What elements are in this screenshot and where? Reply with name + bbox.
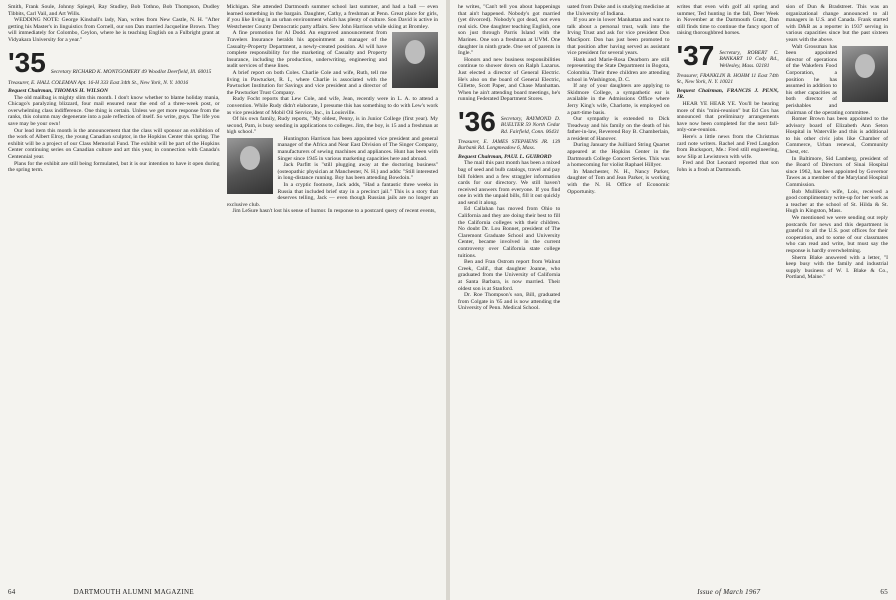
bequest-chairman: Bequest Chairman, PAUL L. GUIBORD (458, 153, 552, 160)
paragraph: Jim LeSure hasn't lost his sense of humor. In response to a postcard query of recent events, (232, 208, 436, 215)
class-year: '37 (676, 39, 715, 71)
paragraph: Our lead item this month is the announcement that the class will sponsor an exhibition of the work of Albert Elroy, the young Canadian sculptor, in the Hopkins Center this spring. The exhibit will be a project of our Class Memorial Fund. The exhibit will be part of the Hopkins Center continuing series on Canadian culture and art this year, in connection with Canada's Centennial year. (8, 127, 220, 160)
paragraph: Ed Callahan has moved from Ohio to California and they are doing their best to fill the California colleges with their children. No doubt Dr. Lou Bonnet, president of The Claremont Graduate School and University Center, became involved in the current controversy over California state college tuitions. (458, 206, 561, 259)
paragraph: If any of your daughters are applying to Skidmore College, a sympathetic ear is available in the Admissions Office where Jerry King's wife, Charlotte, is employed on a part-time basis. (567, 83, 670, 116)
left-column-1 (8, 4, 220, 580)
treasurer-info: Treasurer, E. JAMES STEPHENS JR. 139 Burbank Rd. Longmeadow 6, Mass. (458, 138, 561, 152)
paragraph: sion of Dun & Bradstreet. This was an organizational change announced to all managers in U.S. and Canada. Frank started with D&B as a reporter in 1937 serving in various capacities since but the past sixteen years with the above. (785, 4, 888, 43)
right-column-4 (786, 4, 888, 580)
paragraph: Honors and new business responsibilities continue to shower down on Ralph Lazarus. Just elected a director of General Electric. He's also on the board of General Electric, Gillette, Scott Paper, and Chase Manhattan. When he ain't attending board meetings, he's running Federated Department Stores. (458, 56, 561, 103)
paragraph: Fred and Dot Leonard reported that son John is a frosh at Dartmouth. (676, 160, 779, 173)
treasurer-info: Treasurer, FRANKLIN B. HOHM 11 East 74th St., New York, N. Y. 10021 (676, 72, 779, 86)
paragraph: The mail this past month has been a mixed bag of seed and bulb catalogs, travel and pay bill folders and a few straggler information cards for our directory. We still haven't received answers from everyone. If you find one in with the unpaid bills, fill it out quickly and send it along. (458, 160, 561, 206)
paragraph: In Manchester, N. H., Nancy Parker, daughter of Tom and Jean Parker, is working with the N. H. Office of Economic Opportunity. (567, 168, 670, 195)
paragraph: WEDDING NOTE: George Kinshall's lady, Nan, writes from New Castle, N. H. "After getting his Master's in linguistics from Cornell, our son Dan married Jacqueline Brown. They will immediately for Colombo, Ceylon, where he is teaching English on a Fulbright grant at Vidyakara University for a year." (8, 17, 220, 43)
left-page-columns (8, 4, 438, 580)
bequest-chairman: Bequest Chairman, THOMAS H. WILSON (8, 87, 108, 94)
right-page-columns (458, 4, 888, 580)
right-page (450, 0, 896, 600)
left-footer (8, 588, 194, 596)
paragraph: Walt Grossman has been appointed director of operations of the Wakefern Food Corporation, a position he has assumed in addition to his other capacities as both director of perishables and chairman of the operating committee. (785, 43, 870, 116)
paragraph: he writes, "Can't tell you about happenings that ain't happened. Nobody's got married (yet divorced). Nobody's got dead, not even real sick. One daughter teaching English, one son just through Parris Island with the Marines. One son a freshman at UVM. One daughter in ninth grade. One set of parents in Ingle." (458, 4, 561, 57)
paragraph: In Baltimore, Sid Lamberg, president of the Board of Directors of Sinai Hospital since 1962, has been appointed by Governor Tawes as a member of the Maryland Hospital Commission. (785, 155, 888, 189)
right-footer (697, 588, 888, 596)
secretary-info: Secretary, ROBERT C. BANKART 10 Cody Rd., Wellesley, Mass. 02181 (719, 49, 779, 69)
paragraph: The old mailbag is mighty slim this month. I don't know whether to blame holiday mania, Chicago's paralyzing blizzard, four mail ensured near the end of a three-week post, or overwhelming class indifference. One thing is certain. Unless we get more response from the ranks, this column may degenerate into a pale reflection of itself. So write, guys. The life you save may be your own! (8, 94, 220, 127)
paragraph: A fine promotion for Al Dodd. An engraved announcement from Travelers Insurance heralds his appointment as manager of the Casualty-Property Department, a newly-created position. Al will have complete responsibility for the marketing of Casualty and Property Insurance, including the production, underwriting, engineering and audit services of these lines. (226, 30, 387, 70)
class-1936-heading (458, 105, 561, 137)
paragraph: HEAR YE HEAR YE. You'll be hearing more of this "mini-reunion" but Ed Cox has announced that preliminary arrangements have now been completed for the next fall-only-one-reunion. (676, 100, 779, 134)
paragraph: A brief report on both Coles. Charlie Cole and wife, Ruth, tell me living in Pawtucket, R. I., where Charlie is associated with the Pawtucket Institution for Savings and vice president and a director of the Pawtucket Trust Company. (226, 69, 387, 96)
right-column-1 (458, 4, 560, 580)
secretary-info: Secretary, RAYMOND D. BUELTER 59 North Cedar Rd. Fairfield, Conn. 06431 (500, 115, 561, 135)
portrait-photo (392, 32, 438, 88)
paragraph: Here's a little news from the Christmas card note writers. Rachel and Fred Langdon from Bucksport, Me.: Fred still engineering, now Slip at Lewistown with wife. (676, 133, 779, 160)
paragraph: Our sympathy is extended to Dick Treadway and his family on the death of his father-in-law, Reverend Roy B. Chamberlain, a resident of Hanover. (567, 116, 670, 142)
magazine-name: DARTMOUTH ALUMNI MAGAZINE (73, 588, 194, 596)
class-year: '36 (458, 105, 496, 137)
paragraph: Hank and Marie-Rosa Dearborn are still representing the State Department in Bogota, Colombia. Their three children are attending school in Washington, D. C. (567, 56, 670, 83)
class-year: '35 (8, 46, 46, 78)
paragraph: Michigan. She attended Dartmouth summer school last summer, and had a ball — even learned something in the bargain. Daughter, Cathy, a freshman at Penn. Great place for girls, if you like living in an urban environment which has plenty of culture. Son David is active in Westchester County Democratic party affairs. Sew John Harrison while skiing at Bromley. (226, 4, 438, 30)
left-page (0, 0, 446, 600)
page-number: 65 (880, 588, 888, 596)
page-number: 64 (8, 588, 16, 596)
right-column-3 (677, 4, 779, 580)
left-column-2 (227, 4, 439, 580)
paragraph: Bob Mulliken's wife, Lois, received a good complimentary write-up for her work as a teacher at the school of St. Hilda & St. Hugh in Kingston, Mass. (785, 188, 888, 215)
paragraph: uated from Duke and is studying medicine at the University of Indiana. (567, 4, 670, 17)
class-1937-heading (676, 39, 779, 71)
portrait-photo (842, 46, 888, 102)
paragraph: Plans for the exhibit are still being formulated, but it is our intention to have it open during the spring term. (8, 160, 220, 174)
paragraph: Sherm Blake answered with a letter, "I keep busy with the family and industrial supply business of W. I. Blake & Co., Portland, Maine." (785, 254, 888, 281)
issue-date: Issue of March 1967 (697, 588, 761, 596)
right-column-2 (567, 4, 669, 580)
paragraph: Dr. Roe Thompson's son, Bill, graduated from Colgate in '65 and is now attending the University of Penn. Medical School. (458, 292, 561, 312)
paragraph: Of his own family, Rudy reports, "My oldest, Penny, is in Junior College (first year). My second, Pam, is busy sending in applications to colleges. Jim, the boy, is 15 and a freshman at high school." (226, 116, 438, 136)
bequest-chairman: Bequest Chairman, FRANCIS J. PENN, JR. (676, 87, 779, 101)
class-1935-heading (8, 46, 220, 78)
secretary-info: Secretary RICHARD K. MONTGOMERY 49 Woodlot Deerfield, Ill. 60015 (50, 69, 212, 76)
paragraph: During January the Juilliard String Quartet appeared at the Hopkins Center in the Dartmouth College Concert Series. This was a homecoming for violist Raphael Hillyer. (567, 142, 670, 169)
portrait-photo (227, 138, 273, 194)
paragraph: Smith, Frank Soule, Johnny Spiegel, Ray Studley, Bob Tothno, Bob Thompson, Dudley Tibbits, Carl Vail, and Art Wills. (8, 4, 220, 17)
paragraph: In a cryptic footnote, Jack adds, "Had a fantastic three weeks in Russia that included brief stay in a precinct jail." This is a story that deserves telling, Jack — even though Russian jails are no longer an exclusive club. (226, 182, 438, 208)
paragraph: Romer Brown has been appointed to the advisory board of Elizabeth Ann Seton Hospital in Waterville and this is additional to his other civic jobs like Chamber of Commerce, Urban renewal, Community Chest, etc. (785, 116, 888, 156)
treasurer-info: Treasurer, E. HALL COLEMAN Apt. 16-H 333 East 34th St., New York, N. Y. 10016 (8, 79, 189, 86)
paragraph: Rudy Focht reports that Lew Cole, and wife, Jean, recently were in L. A. to attend a convention. While Rudy didn't elaborate, I presume this has something to do with Lew's work as vice president of Mobil Oil Service, Inc., in Louisville. (226, 96, 438, 116)
paragraph: writes that even with golf all spring and summer, Ted hunting in the fall, Deer Week in November at the Dartmouth Grant, Dan still finds time to continue the fancy sport of raising thoroughbred horses. (676, 4, 779, 37)
paragraph: If you are in lower Manhattan and want to talk about a personal trust, walk into the Irving Trust and ask for vice president Don MacSporr. Don has just been promoted to that position after having served as assistant vice president for several years. (567, 17, 670, 57)
paragraph: Jack Parfitt is "still plugging away at the doctoring business" (osteopathic physician at Manchester, N. H.) and adds: "Still interested in long-distance running. Boy has been attending Bowdoin." (277, 162, 438, 182)
paragraph: We mentioned we were sending out reply postcards for news and this department is grateful to all the U.S. post offices for their cooperation, and to some of our classmates who can read and write, but must say the response is hardly overwhelming. (785, 215, 888, 254)
paragraph: Huntington Harrison has been appointed vice president and general manager of the Africa and Near East Division of The Singer Company, manufacturers of sewing machines and appliances. Hunt has been with Singer since 1945 in various marketing capacities here and abroad. (277, 135, 438, 162)
paragraph: Ben and Fran Ostrom report from Walnut Creek, Calif., that daughter Joanne, who graduated from the University of California at Santa Barbara, is now married. Their oldest son is at Stanford. (458, 259, 561, 292)
class-officers (51, 69, 211, 75)
